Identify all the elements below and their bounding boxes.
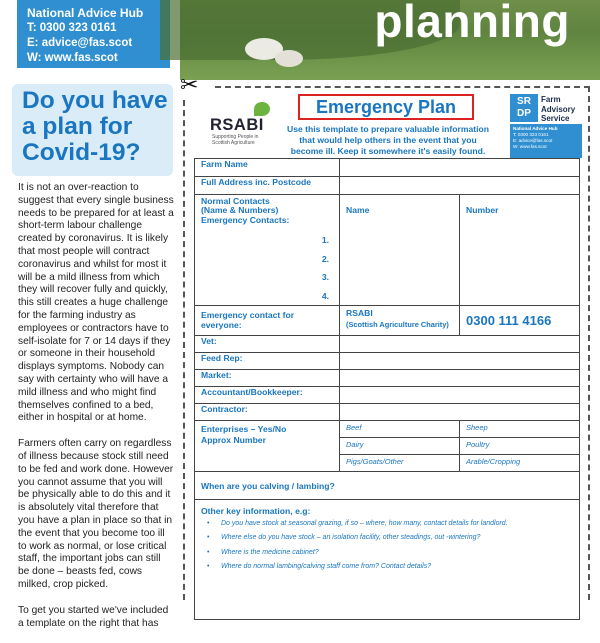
farm-name-label: Farm Name	[195, 159, 340, 177]
contact-phone: T: 0300 323 0161	[27, 22, 117, 34]
other-info-list	[201, 520, 573, 572]
list-item: • Where do normal lambing/calving staff come from? Contact details?	[201, 563, 573, 571]
poultry-field[interactable]: Poultry	[460, 438, 580, 455]
enterprises-label: Enterprises – Yes/No Approx Number	[195, 421, 340, 472]
rsabi-contact-cell	[340, 306, 460, 336]
farm-name-field[interactable]	[340, 159, 580, 177]
list-item: • Where else do you have stock – an isolation facility, other steadings, out -wintering?	[201, 534, 573, 542]
market-label: Market:	[195, 370, 340, 387]
other-info-label: Other key information, e.g:	[201, 506, 311, 516]
cut-line	[588, 86, 590, 600]
sheep-field[interactable]: Sheep	[460, 421, 580, 438]
rsabi-full-name: (Scottish Agriculture Charity)	[346, 320, 449, 329]
contractor-label: Contractor:	[195, 404, 340, 421]
list-item: 3.	[321, 272, 329, 282]
market-field[interactable]	[340, 370, 580, 387]
accountant-label: Accountant/Bookkeeper:	[195, 387, 340, 404]
form-subtitle: Use this template to prepare valuable information that would help others in the event that you become ill. Keep it somewhere it's easily found.	[287, 124, 489, 156]
vet-label: Vet:	[195, 336, 340, 353]
form-title: Emergency Plan	[315, 97, 457, 117]
rsabi-number-cell	[460, 306, 580, 336]
cut-line	[215, 86, 590, 88]
rsabi-logo	[210, 100, 270, 148]
list-item: 2.	[321, 253, 329, 264]
sidebar-paragraph: Farmers often carry on regardless of illness because stock still need to be fed and work done. However you cannot assume that you will be physically able to do this and it is absolutely vital therefore that you have a plan in place so that in the event that you become too ill to work as normal, or lose critical staff, the important jobs can still be done – beasts fed, cows milked, crop picked.	[18, 438, 174, 590]
calving-field[interactable]	[195, 472, 580, 500]
number-header: Number	[466, 205, 499, 215]
other-info-field[interactable]	[195, 500, 580, 620]
question-box	[12, 84, 173, 176]
rsabi-logo-tag: Supporting People in Scottish Agriculture	[212, 134, 259, 146]
scissors-icon: ✂	[180, 72, 199, 97]
beef-field[interactable]: Beef	[340, 421, 460, 438]
sidebar-text	[18, 182, 174, 643]
calving-label: When are you calving / lambing?	[201, 480, 335, 491]
srdp-email: E: advice@fas.scot	[513, 138, 553, 143]
cut-line	[183, 100, 185, 600]
srdp-hub: National Advice Hub	[513, 126, 558, 131]
contact-email: E: advice@fas.scot	[27, 37, 133, 49]
dairy-field[interactable]: Dairy	[340, 438, 460, 455]
rsabi-phone-number: 0300 111 4166	[466, 313, 552, 328]
sidebar-paragraph: It is not an over-reaction to suggest that every single business needs to be prepared for at least a short-term labour challenge created by coronavirus. It is likely that most people will contract coronavirus and whilst for most it will be a mild illness from which they will recover fully and quickly, this still creates a huge challenge for the farming industry as employees or contractors have to self-isolate for 7 or 14 days if they or someone in their household displays symptoms. Nobody can say with certainty who will have a mild illness and who might find themselves confined to a bed, either in hospital or at home.	[18, 182, 174, 424]
leaf-icon	[254, 102, 270, 116]
contact-number-column[interactable]	[460, 195, 580, 306]
question-heading: Do you have a plan for Covid-19?	[22, 87, 168, 166]
contractor-field[interactable]	[340, 404, 580, 421]
srdp-phone: T: 0300 323 0161	[513, 132, 549, 137]
name-header: Name	[346, 205, 370, 215]
contact-name-column[interactable]	[340, 195, 460, 306]
contact-box	[17, 0, 170, 68]
rsabi-logo-name: RSABI	[210, 116, 264, 134]
emergency-contacts-label: Emergency Contacts:	[201, 215, 290, 225]
address-label: Full Address inc. Postcode	[195, 177, 340, 195]
accountant-field[interactable]	[340, 387, 580, 404]
srdp-web: W: www.fas.scot	[513, 144, 547, 149]
contact-number-list	[201, 231, 333, 305]
srdp-hub-box	[510, 124, 582, 158]
rsabi-name: RSABI	[346, 308, 373, 318]
form-title-box	[298, 94, 474, 120]
feed-rep-label: Feed Rep:	[195, 353, 340, 370]
list-item: 4.	[321, 290, 329, 301]
srdp-mark: SR DP	[510, 94, 538, 122]
list-item: • Where is the medicine cabinet?	[201, 549, 573, 557]
contact-web: W: www.fas.scot	[27, 52, 118, 64]
normal-contacts-label: Normal Contacts (Name & Numbers)	[201, 196, 279, 215]
page-headword: planning	[374, 0, 570, 47]
pigs-field[interactable]: Pigs/Goats/Other	[340, 455, 460, 472]
vet-field[interactable]	[340, 336, 580, 353]
feed-rep-field[interactable]	[340, 353, 580, 370]
sidebar-paragraph: To get you started we've included a template on the right that has	[18, 604, 169, 629]
list-item: 1.	[321, 235, 329, 245]
sheep-icon	[275, 50, 303, 67]
contact-hub: National Advice Hub	[27, 6, 144, 20]
srdp-logo	[510, 94, 582, 158]
emergency-plan-form	[194, 158, 580, 620]
srdp-service: Farm Advisory Service	[541, 95, 576, 123]
address-field[interactable]	[340, 177, 580, 195]
normal-contacts-cell	[195, 195, 340, 306]
header-photo	[180, 0, 600, 80]
emergency-everyone-label: Emergency contact for everyone:	[195, 306, 340, 336]
list-item: • Do you have stock at seasonal grazing, if so – where, how many, contact details for landlord.	[201, 520, 573, 528]
arable-field[interactable]: Arable/Cropping	[460, 455, 580, 472]
